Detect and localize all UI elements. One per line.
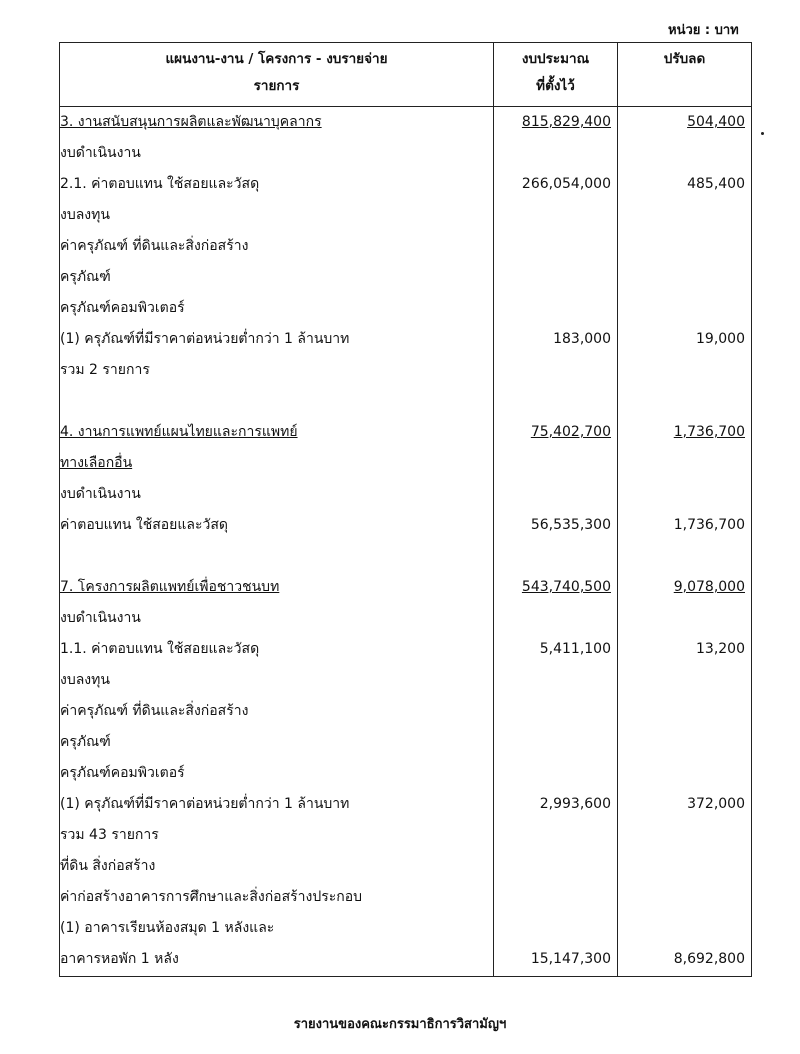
row-cut bbox=[618, 758, 751, 789]
row-budget bbox=[494, 789, 617, 820]
row-budget bbox=[494, 417, 617, 448]
row-description bbox=[60, 417, 493, 448]
row-description-text: รวม 2 รายการ bbox=[60, 362, 150, 378]
row-budget bbox=[494, 231, 617, 262]
row-cut-value: 504,400 bbox=[687, 114, 745, 130]
row-cut bbox=[618, 107, 751, 138]
row-description-text: งบดำเนินงาน bbox=[60, 610, 141, 626]
row-budget bbox=[494, 727, 617, 758]
row-cut bbox=[618, 913, 751, 944]
row-description bbox=[60, 634, 493, 665]
row-description bbox=[60, 572, 493, 603]
row-description-text: งบลงทุน bbox=[60, 207, 110, 223]
header-item-label: รายการ bbox=[253, 78, 300, 94]
row-cut bbox=[618, 479, 751, 510]
row-description-text: (1) อาคารเรียนห้องสมุด 1 หลังและ bbox=[60, 920, 275, 936]
row-description-text: 1.1. ค่าตอบแทน ใช้สอยและวัสดุ bbox=[60, 641, 260, 657]
header-budget-column bbox=[494, 43, 618, 107]
row-description-text: รวม 43 รายการ bbox=[60, 827, 159, 843]
row-description bbox=[60, 386, 493, 417]
row-description-text: ค่าครุภัณฑ์ ที่ดินและสิ่งก่อสร้าง bbox=[60, 238, 249, 254]
row-description-text: ค่าครุภัณฑ์ ที่ดินและสิ่งก่อสร้าง bbox=[60, 703, 249, 719]
row-cut bbox=[618, 603, 751, 634]
row-budget bbox=[494, 944, 617, 975]
row-description-text: ครุภัณฑ์คอมพิวเตอร์ bbox=[60, 765, 185, 781]
row-cut bbox=[618, 200, 751, 231]
row-cut bbox=[618, 944, 751, 975]
row-description bbox=[60, 727, 493, 758]
row-budget-value: 75,402,700 bbox=[530, 424, 611, 440]
row-cut bbox=[618, 851, 751, 882]
row-cut bbox=[618, 696, 751, 727]
budget-table bbox=[59, 42, 752, 977]
header-cut-label: ปรับลด bbox=[663, 51, 706, 67]
row-budget-value: 2,993,600 bbox=[539, 796, 611, 812]
row-cut bbox=[618, 634, 751, 665]
row-budget bbox=[494, 324, 617, 355]
page-footer: รายงานของคณะกรรมาธิการวิสามัญฯ bbox=[293, 1017, 507, 1032]
row-budget bbox=[494, 138, 617, 169]
row-description bbox=[60, 324, 493, 355]
header-plan-label: แผนงาน-งาน / โครงการ - งบรายจ่าย bbox=[165, 51, 388, 67]
row-budget-value: 56,535,300 bbox=[530, 517, 611, 533]
row-description-text: ครุภัณฑ์คอมพิวเตอร์ bbox=[60, 300, 185, 316]
row-cut bbox=[618, 355, 751, 386]
row-cut bbox=[618, 324, 751, 355]
row-budget bbox=[494, 479, 617, 510]
row-budget bbox=[494, 386, 617, 417]
row-budget-value: 5,411,100 bbox=[539, 641, 611, 657]
row-budget bbox=[494, 572, 617, 603]
budget-column bbox=[494, 107, 618, 977]
row-budget bbox=[494, 913, 617, 944]
row-description-text: ทางเลือกอื่น bbox=[60, 455, 133, 471]
row-cut bbox=[618, 138, 751, 169]
row-budget bbox=[494, 820, 617, 851]
row-budget bbox=[494, 107, 617, 138]
row-description bbox=[60, 138, 493, 169]
row-cut bbox=[618, 789, 751, 820]
row-cut-value: 1,736,700 bbox=[673, 517, 745, 533]
row-budget bbox=[494, 541, 617, 572]
row-description bbox=[60, 231, 493, 262]
row-cut-value: 8,692,800 bbox=[673, 951, 745, 967]
row-cut-value: 19,000 bbox=[696, 331, 745, 347]
row-description-text: (1) ครุภัณฑ์ที่มีราคาต่อหน่วยต่ำกว่า 1 ล้านบาท bbox=[60, 796, 350, 812]
row-cut bbox=[618, 572, 751, 603]
row-description bbox=[60, 448, 493, 479]
row-description bbox=[60, 603, 493, 634]
row-description-text: งบดำเนินงาน bbox=[60, 486, 141, 502]
row-description-text: ครุภัณฑ์ bbox=[60, 734, 111, 750]
row-description bbox=[60, 200, 493, 231]
row-cut bbox=[618, 262, 751, 293]
row-description bbox=[60, 913, 493, 944]
row-cut bbox=[618, 727, 751, 758]
row-cut bbox=[618, 541, 751, 572]
row-budget bbox=[494, 603, 617, 634]
header-cut-column bbox=[618, 43, 752, 107]
row-description-text: งบดำเนินงาน bbox=[60, 145, 141, 161]
row-description-text: 4. งานการแพทย์แผนไทยและการแพทย์ bbox=[60, 424, 298, 440]
row-budget bbox=[494, 665, 617, 696]
row-budget bbox=[494, 262, 617, 293]
row-cut-value: 485,400 bbox=[687, 176, 745, 192]
row-description-text: งบลงทุน bbox=[60, 672, 110, 688]
cut-column bbox=[618, 107, 752, 977]
row-description bbox=[60, 541, 493, 572]
row-budget bbox=[494, 851, 617, 882]
row-description-text: ครุภัณฑ์ bbox=[60, 269, 111, 285]
row-description bbox=[60, 293, 493, 324]
row-description bbox=[60, 758, 493, 789]
row-description-text: (1) ครุภัณฑ์ที่มีราคาต่อหน่วยต่ำกว่า 1 ล้านบาท bbox=[60, 331, 350, 347]
table-header-row bbox=[60, 43, 752, 107]
row-description-text: ค่าตอบแทน ใช้สอยและวัสดุ bbox=[60, 517, 228, 533]
row-budget bbox=[494, 758, 617, 789]
row-budget bbox=[494, 169, 617, 200]
row-cut-value: 372,000 bbox=[687, 796, 745, 812]
row-cut bbox=[618, 665, 751, 696]
row-cut bbox=[618, 448, 751, 479]
row-cut bbox=[618, 882, 751, 913]
row-budget bbox=[494, 882, 617, 913]
description-column bbox=[60, 107, 494, 977]
row-description-text: ค่าก่อสร้างอาคารการศึกษาและสิ่งก่อสร้างประกอบ bbox=[60, 889, 363, 905]
row-cut bbox=[618, 820, 751, 851]
row-description-text: 2.1. ค่าตอบแทน ใช้สอยและวัสดุ bbox=[60, 176, 260, 192]
table-body-row bbox=[60, 107, 752, 977]
row-cut bbox=[618, 417, 751, 448]
row-cut-value: 9,078,000 bbox=[673, 579, 745, 595]
row-description bbox=[60, 262, 493, 293]
header-item-column bbox=[60, 43, 494, 107]
row-cut bbox=[618, 169, 751, 200]
row-description-text: 7. โครงการผลิตแพทย์เพื่อชาวชนบท bbox=[60, 579, 280, 595]
row-budget-value: 183,000 bbox=[553, 331, 611, 347]
row-cut bbox=[618, 386, 751, 417]
row-budget bbox=[494, 355, 617, 386]
row-description bbox=[60, 851, 493, 882]
row-description-text: อาคารหอพัก 1 หลัง bbox=[60, 951, 179, 967]
row-description-text: ที่ดิน สิ่งก่อสร้าง bbox=[60, 858, 156, 874]
row-budget-value: 543,740,500 bbox=[521, 579, 611, 595]
row-budget-value: 15,147,300 bbox=[530, 951, 611, 967]
row-description bbox=[60, 169, 493, 200]
row-cut-value: 1,736,700 bbox=[673, 424, 745, 440]
row-budget bbox=[494, 510, 617, 541]
row-budget-value: 266,054,000 bbox=[521, 176, 611, 192]
unit-label: หน่วย : บาท bbox=[668, 23, 739, 38]
row-budget bbox=[494, 448, 617, 479]
header-budget-label: งบประมาณ bbox=[521, 51, 590, 67]
row-description bbox=[60, 355, 493, 386]
scan-mark bbox=[761, 132, 764, 135]
row-description bbox=[60, 665, 493, 696]
row-description bbox=[60, 107, 493, 138]
row-description bbox=[60, 882, 493, 913]
row-description bbox=[60, 510, 493, 541]
row-cut bbox=[618, 231, 751, 262]
row-description bbox=[60, 944, 493, 975]
row-budget bbox=[494, 696, 617, 727]
row-description bbox=[60, 479, 493, 510]
row-cut-value: 13,200 bbox=[696, 641, 745, 657]
row-budget-value: 815,829,400 bbox=[521, 114, 611, 130]
row-description bbox=[60, 696, 493, 727]
row-budget bbox=[494, 634, 617, 665]
row-cut bbox=[618, 510, 751, 541]
row-description-text: 3. งานสนับสนุนการผลิตและพัฒนาบุคลากร bbox=[60, 114, 322, 130]
row-budget bbox=[494, 293, 617, 324]
row-budget bbox=[494, 200, 617, 231]
header-budget-sub-label: ที่ตั้งไว้ bbox=[536, 78, 575, 94]
row-description bbox=[60, 789, 493, 820]
row-description bbox=[60, 820, 493, 851]
row-cut bbox=[618, 293, 751, 324]
